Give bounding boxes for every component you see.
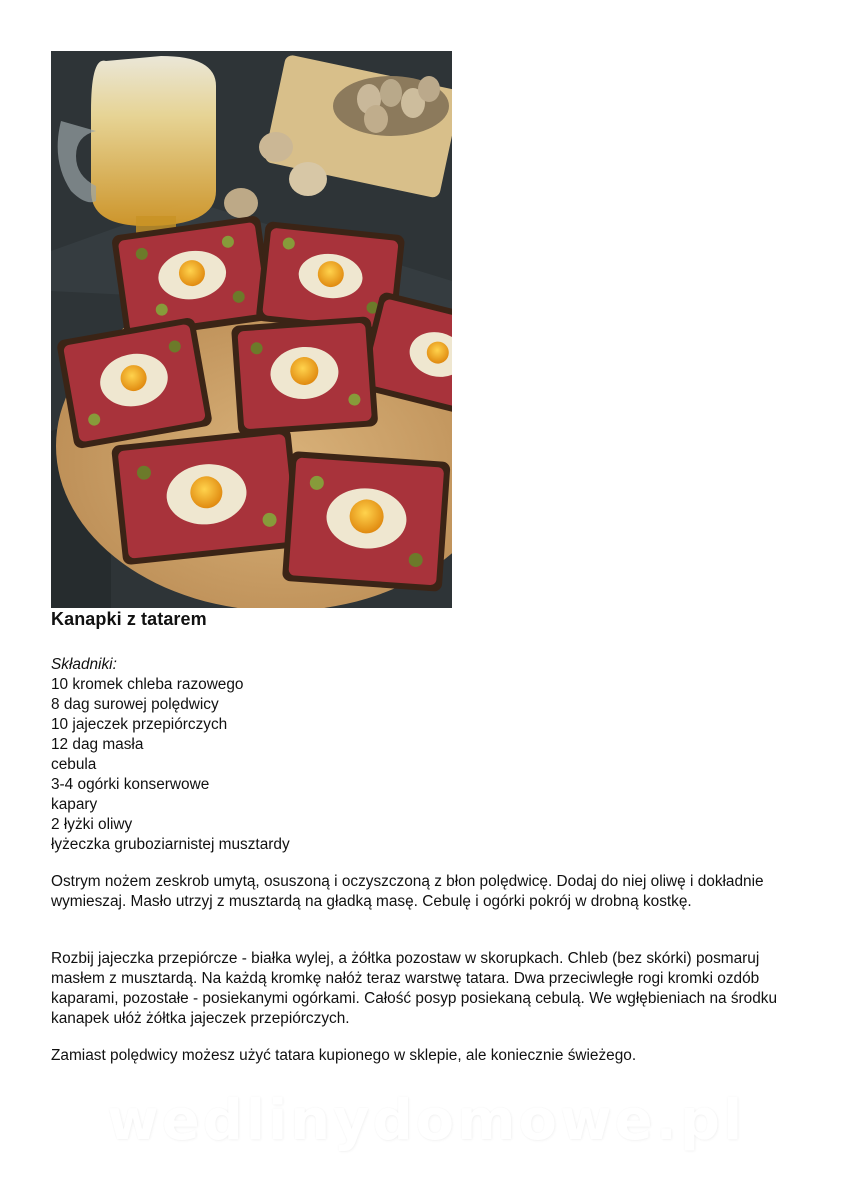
ingredient-item: 10 kromek chleba razowego	[51, 676, 244, 693]
tartare-sandwiches-illustration	[51, 51, 452, 608]
preparation-step: Rozbij jajeczka przepiórcze - białka wylej, a żółtka pozostaw w skorupkach. Chleb (bez skórki) posmaruj masłem z musztardą. Na każdą kromkę nałóż teraz warstwę tatara. Dwa przeciwległe rogi kromki ozdób kaparami, pozostałe - posiekanymi ogórkami. Całość posyp posiekaną cebulą. We wgłębieniach na środku kanapek ułóż żółtka jajeczek przepiórczych.	[51, 950, 778, 1027]
recipe-title: Kanapki z tatarem	[51, 609, 207, 629]
sandwich	[111, 427, 303, 565]
sandwich	[231, 316, 378, 435]
ingredient-item: łyżeczka gruboziarnistej musztardy	[51, 836, 290, 853]
sandwich	[282, 451, 451, 592]
ingredients-label: Składniki:	[51, 656, 117, 673]
recipe-photo	[51, 51, 452, 608]
ingredient-item: 2 łyżki oliwy	[51, 816, 133, 833]
ingredient-item: 3-4 ogórki konserwowe	[51, 776, 210, 793]
ingredient-item: 10 jajeczek przepiórczych	[51, 716, 228, 733]
ingredient-item: 12 dag masła	[51, 736, 144, 753]
preparation-step: Ostrym nożem zeskrob umytą, osuszoną i oczyszczoną z błon polędwicę. Dodaj do niej oliwę i dokładnie wymieszaj. Masło utrzyj z musztardą na gładką masę. Cebulę i ogórki pokrój w drobną kostkę.	[51, 873, 764, 910]
ingredient-item: 8 dag surowej polędwicy	[51, 696, 219, 713]
preparation-tip: Zamiast polędwicy możesz użyć tatara kupionego w sklepie, ale koniecznie świeżego.	[51, 1047, 637, 1064]
ingredients-list	[51, 675, 290, 855]
site-watermark: wedlinydomowe.pl	[107, 1088, 746, 1153]
ingredient-item: cebula	[51, 756, 97, 773]
ingredients-section	[51, 655, 290, 855]
ingredient-item: kapary	[51, 796, 98, 813]
